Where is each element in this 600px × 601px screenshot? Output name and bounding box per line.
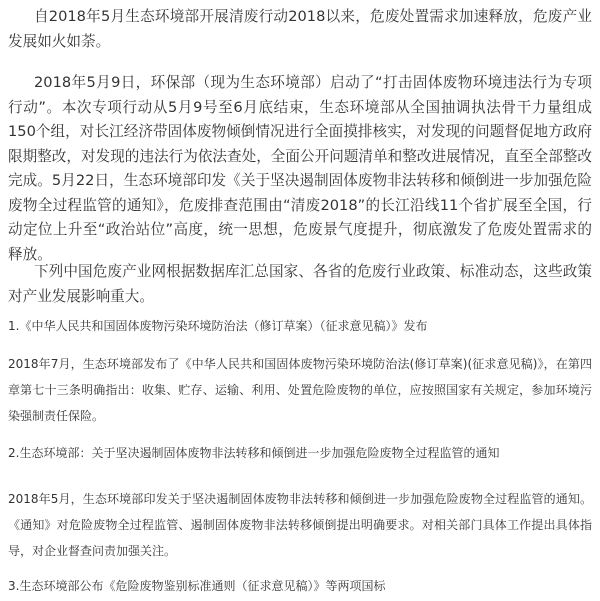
- policy-item-2-heading: 2.生态环境部：关于坚决遏制固体废物非法转移和倾倒进一步加强危险废物全过程监管的通知: [8, 446, 500, 460]
- campaign-paragraph: 2018年5月9日，环保部（现为生态环境部）启动了“打击固体废物环境违法行为专项行动”。本次专项行动从5月9号至6月底结束，生态环境部从全国抽调执法骨干力量组成150个组，对长江经济带固体废物倾倒情况进行全面摸排核实，对发现的问题督促地方政府限期整改，对发现的违法行为依法查处，全面公开问题清单和整改进展情况，直至全部整改完成。5月22日，生态环境部印发《关于坚决遏制固体废物非法转移和倾倒进一步加强危险废物全过程监管的通知》，危废排查范围由“清废2018”的长江沿线11个省扩展至全国，行动定位上升至“政治站位”高度，统一思想，危废景气度提升，彻底激发了危废处置需求的释放。: [8, 74, 592, 263]
- policy-item-3-heading: 3.生态环境部公布《危险废物鉴别标准通则（征求意见稿）》等两项国标: [8, 579, 386, 593]
- summary-paragraph: 下列中国危废产业网根据数据库汇总国家、各省的危废行业政策、标准动态，这些政策对产业发展影响重大。: [8, 263, 592, 305]
- intro-paragraph: 自2018年5月生态环境部开展清废行动2018以来，危废处置需求加速释放，危废产业发展如火如荼。: [8, 8, 592, 50]
- policy-item-1-body: 2018年7月，生态环境部发布了《中华人民共和国固体废物污染环境防治法(修订草案)(征求意见稿)》，在第四章第七十三条明确指出：收集、贮存、运输、利用、处置危险废物的单位，应按照国家有关规定，参加环境污染强制责任保险。: [8, 357, 592, 423]
- policy-item-1-heading: 1.《中华人民共和国固体废物污染环境防治法（修订草案）（征求意见稿）》发布: [8, 319, 428, 333]
- policy-item-2-body: 2018年5月，生态环境部印发关于坚决遏制固体废物非法转移和倾倒进一步加强危险废物全过程监管的通知。《通知》对危险废物全过程监管、遏制固体废物非法转移倾倒提出明确要求。对相关部门具体工作提出具体指导，对企业督查问责加强关注。: [8, 492, 592, 558]
